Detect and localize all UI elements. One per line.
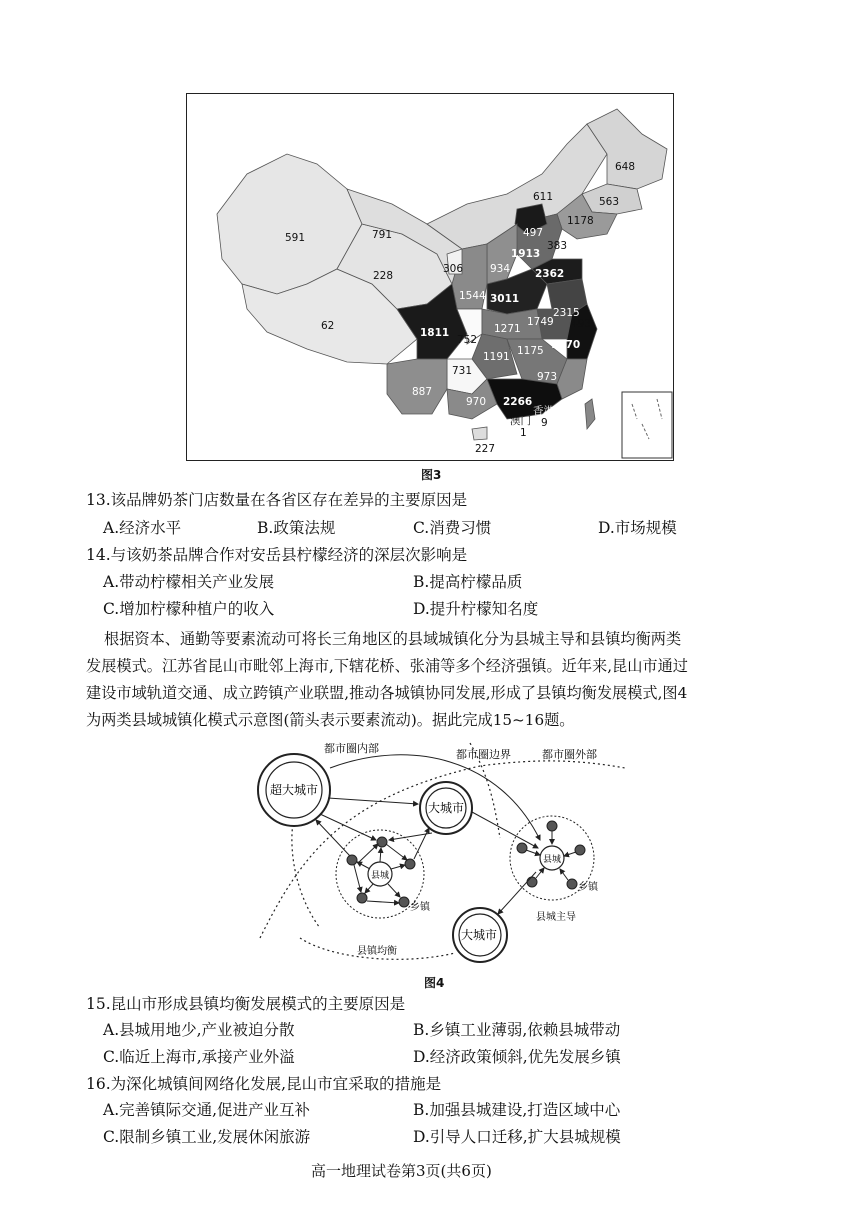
fig4-county-right-label: 县城 xyxy=(543,855,562,865)
q15-option-b[interactable]: B.乡镇工业薄弱,依赖县城带动 xyxy=(413,1021,621,1039)
fig4-border-label: 都市圈边界 xyxy=(456,748,511,761)
label-hebei: 1913 xyxy=(511,248,541,260)
label-heilongjiang: 648 xyxy=(615,161,636,173)
region-hainan xyxy=(472,427,487,440)
label-liaoning: 1178 xyxy=(567,215,594,227)
label-guangxi: 970 xyxy=(466,396,487,408)
q16-option-b[interactable]: B.加强县城建设,打造区域中心 xyxy=(413,1101,621,1119)
fig4-bigcity-top-label: 大城市 xyxy=(428,801,465,815)
label-yunnan: 887 xyxy=(412,386,433,398)
label-tibet: 62 xyxy=(321,320,335,332)
q13-option-b[interactable]: B.政策法规 xyxy=(257,519,336,537)
region-taiwan xyxy=(585,399,595,429)
page-footer: 高一地理试卷第3页(共6页) xyxy=(311,1162,492,1180)
figure4-diagram xyxy=(240,738,630,970)
label-tianjin: 383 xyxy=(547,240,568,252)
china-map-svg xyxy=(187,94,673,460)
label-hongkong-name: 香港 xyxy=(533,405,554,417)
label-macau: 1 xyxy=(520,427,527,439)
label-zhejiang: 1970 xyxy=(551,339,581,351)
fig4-town-right-label: 乡镇 xyxy=(578,882,598,893)
q15-option-c[interactable]: C.临近上海市,承接产业外溢 xyxy=(103,1048,295,1066)
passage-line-3: 建设市域轨道交通、成立跨镇产业联盟,推动各城镇协同发展,形成了县镇均衡发展模式,图4 xyxy=(86,684,688,702)
label-xinjiang: 591 xyxy=(285,232,306,244)
label-guangdong: 2266 xyxy=(503,396,533,408)
label-shanxi: 934 xyxy=(490,263,511,275)
label-hubei: 1271 xyxy=(494,323,521,335)
figure3-caption: 图3 xyxy=(421,468,442,482)
fig4-balanced-label: 县镇均衡 xyxy=(357,946,397,957)
label-fujian: 973 xyxy=(537,371,558,383)
label-qinghai: 228 xyxy=(373,270,394,282)
label-hainan: 227 xyxy=(475,443,496,455)
label-chongqing: 752 xyxy=(457,334,478,346)
china-map-figure xyxy=(186,93,674,461)
fig4-outer-label: 都市圈外部 xyxy=(542,748,597,761)
label-shanghai: 493 xyxy=(571,318,592,330)
label-jiangsu: 2315 xyxy=(553,307,580,319)
q16-option-c[interactable]: C.限制乡镇工业,发展休闲旅游 xyxy=(103,1128,311,1146)
q13-option-d[interactable]: D.市场规模 xyxy=(598,519,677,537)
label-henan: 3011 xyxy=(490,293,520,305)
q14-stem: 14.与该奶茶品牌合作对安岳县柠檬经济的深层次影响是 xyxy=(86,546,468,564)
label-inner-mongolia: 611 xyxy=(533,191,554,203)
label-shaanxi: 1544 xyxy=(459,290,486,302)
fig4-town-left-label: 乡镇 xyxy=(410,902,430,913)
q14-option-c[interactable]: C.增加柠檬种植户的收入 xyxy=(103,600,275,618)
q16-option-d[interactable]: D.引导人口迁移,扩大县城规模 xyxy=(413,1128,621,1146)
fig4-dominant-label: 县城主导 xyxy=(536,912,576,923)
q15-option-d[interactable]: D.经济政策倾斜,优先发展乡镇 xyxy=(413,1048,621,1066)
label-ningxia: 306 xyxy=(443,263,464,275)
q16-option-a[interactable]: A.完善镇际交通,促进产业互补 xyxy=(103,1101,311,1119)
passage-line-4: 为两类县域城镇化模式示意图(箭头表示要素流动)。据此完成15~16题。 xyxy=(86,711,575,729)
label-gansu: 791 xyxy=(372,229,393,241)
label-shandong: 2362 xyxy=(535,268,565,280)
label-hongkong: 9 xyxy=(541,417,548,429)
passage-line-2: 发展模式。江苏省昆山市毗邻上海市,下辖花桥、张浦等多个经济强镇。近年来,昆山市通过 xyxy=(86,657,688,675)
south-sea-inset xyxy=(622,392,672,458)
passage-line-1: 根据资本、通勤等要素流动可将长三角地区的县域城镇化分为县城主导和县镇均衡两类 xyxy=(104,630,682,648)
q14-option-d[interactable]: D.提升柠檬知名度 xyxy=(413,600,539,618)
fig4-inner-label: 都市圈内部 xyxy=(324,742,379,755)
fig4-bigcity-bottom-label: 大城市 xyxy=(461,928,498,942)
q14-option-a[interactable]: A.带动柠檬相关产业发展 xyxy=(103,573,275,591)
fig4-megacity-label: 超大城市 xyxy=(270,783,319,797)
q15-option-a[interactable]: A.县城用地少,产业被迫分散 xyxy=(103,1021,295,1039)
figure4-caption: 图4 xyxy=(424,976,445,990)
label-beijing: 497 xyxy=(523,227,544,239)
q14-option-b[interactable]: B.提高柠檬品质 xyxy=(413,573,523,591)
label-jilin: 563 xyxy=(599,196,620,208)
q13-option-c[interactable]: C.消费习惯 xyxy=(413,519,492,537)
fig4-county-left-label: 县城 xyxy=(371,871,390,881)
label-anhui: 1749 xyxy=(527,316,554,328)
q15-stem: 15.昆山市形成县镇均衡发展模式的主要原因是 xyxy=(86,995,406,1013)
label-jiangxi: 1175 xyxy=(517,345,544,357)
q13-option-a[interactable]: A.经济水平 xyxy=(103,519,182,537)
q13-stem: 13.该品牌奶茶门店数量在各省区存在差异的主要原因是 xyxy=(86,491,468,509)
q16-stem: 16.为深化城镇间网络化发展,昆山市宜采取的措施是 xyxy=(86,1075,442,1093)
label-guizhou: 731 xyxy=(452,365,473,377)
label-sichuan: 1811 xyxy=(420,327,450,339)
label-hunan: 1191 xyxy=(483,351,510,363)
label-macau-name: 澳门 xyxy=(510,415,531,427)
